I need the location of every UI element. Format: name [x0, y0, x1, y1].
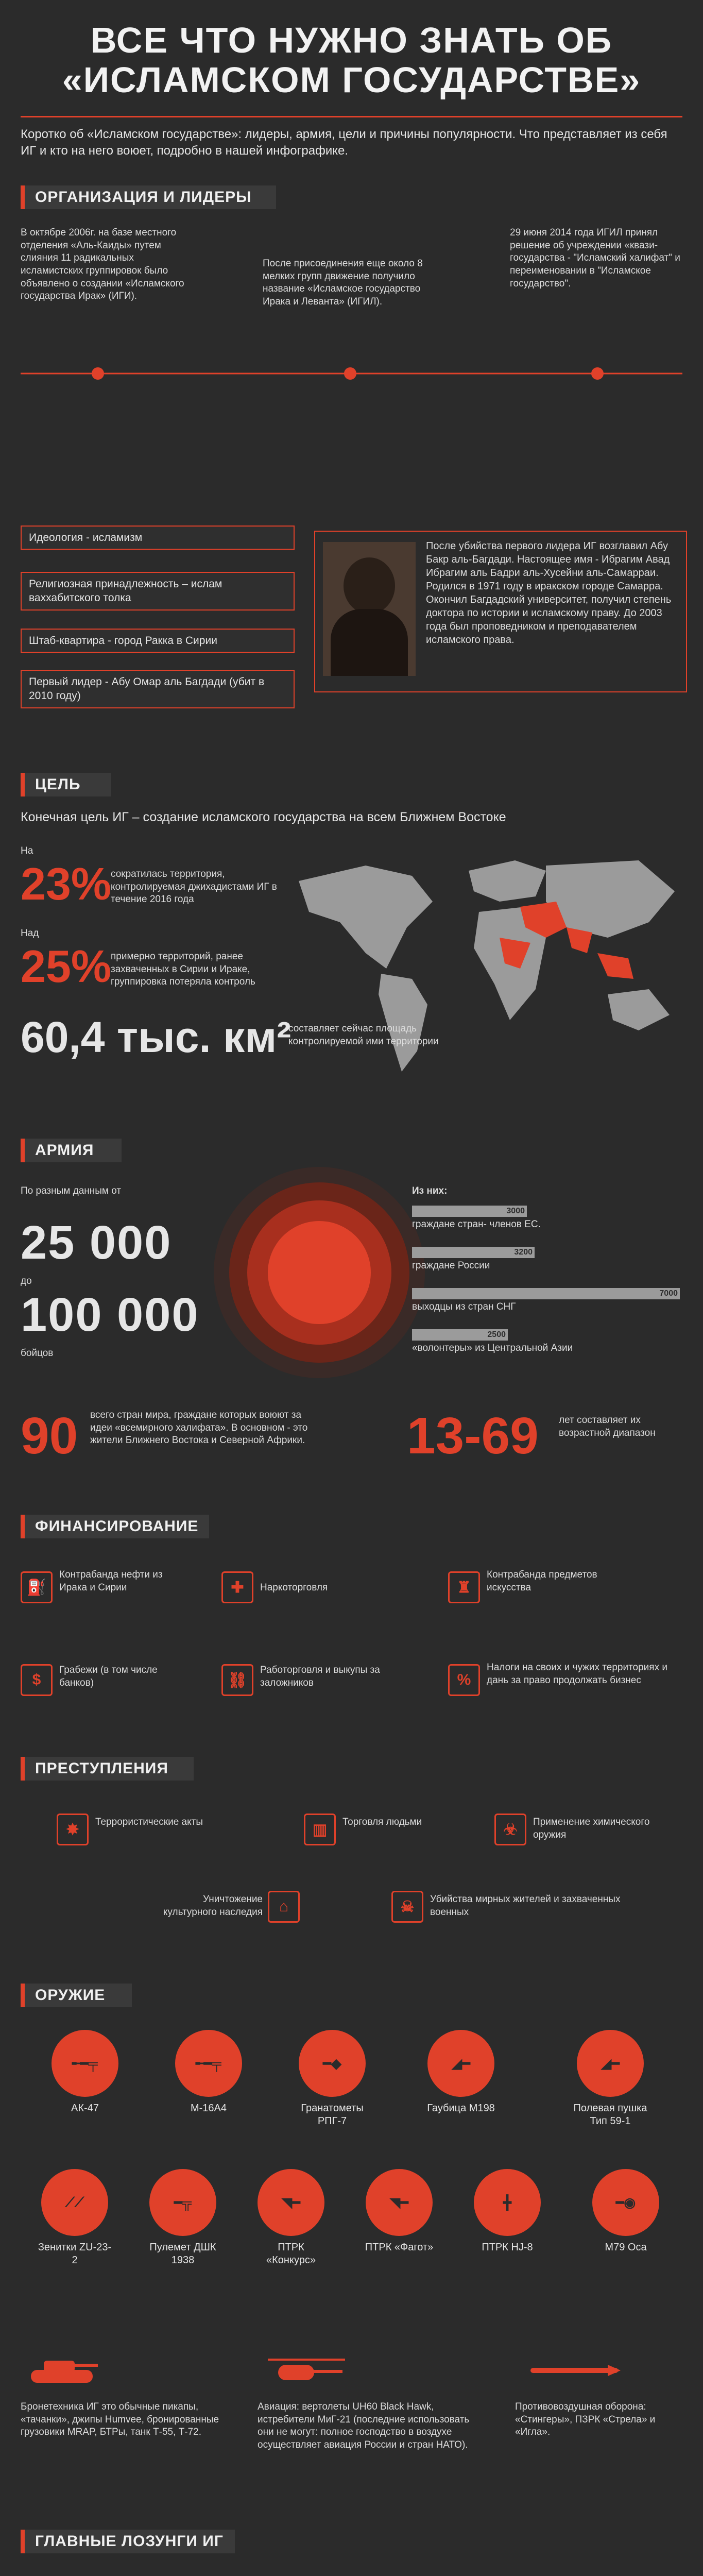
tax-icon: %: [448, 1664, 480, 1696]
weapon-label: ПТРК «Фагот»: [365, 2242, 434, 2253]
drugs-icon: ✚: [221, 1571, 253, 1603]
howitzer-icon: ◢━: [427, 2030, 494, 2097]
army-bar-value: 2500: [487, 1330, 506, 1339]
army-them-title: Из них:: [412, 1185, 448, 1196]
hostage-icon: ⛓: [221, 1664, 253, 1696]
army-circles: [211, 1164, 427, 1381]
weapons-text-2: Авиация: вертолеты UH60 Black Hawk, истребители МиГ-21 (последние использовать они не могут: полное господство в воздухе осуществляет авиация России и стран НАТО).: [258, 2401, 470, 2451]
title-line2: «ИСЛАМСКОМ ГОСУДАРСТВЕ»: [62, 60, 641, 100]
org-text-3: 29 июня 2014 года ИГИЛ принял решение об учреждении «квази-государства - "Исламский халифат" и переименовании в "Исламское государство".: [510, 227, 680, 289]
weapon-fagot: [361, 2169, 438, 2254]
weapon-dshk: [144, 2169, 221, 2267]
army-bar-row: [412, 1288, 680, 1327]
army-bar-label: граждане России: [412, 1260, 490, 1271]
weapon-type59: [572, 2030, 649, 2128]
goal-s1-num: 23%: [21, 858, 112, 909]
army-bar-value: 3000: [506, 1207, 525, 1215]
army-bar-row: [412, 1206, 680, 1244]
leader-panel: [314, 531, 687, 692]
weapon-m16: [170, 2030, 247, 2115]
helicopter-icon: [268, 2354, 345, 2385]
army-num2: 100 000: [21, 1289, 199, 1341]
weapon-rpg7: [294, 2030, 371, 2128]
explosion-icon: ✸: [57, 1814, 89, 1845]
org-box-first-leader: Первый лидер - Абу Омар аль Багдади (убит в 2010 году): [21, 670, 295, 708]
ruins-icon: ⌂: [268, 1891, 300, 1923]
section-weapons-heading: [21, 1984, 132, 2007]
atgm-icon: ╋: [474, 2169, 541, 2236]
crimes-heading-label: ПРЕСТУПЛЕНИЯ: [35, 1760, 168, 1777]
weapon-label: АК-47: [71, 2103, 99, 2114]
skull-icon: ☠: [391, 1891, 423, 1923]
oil-icon: ⛽: [21, 1571, 53, 1603]
army-bar-label: граждане стран- членов ЕС.: [412, 1219, 541, 1230]
weapon-hj8: [469, 2169, 546, 2254]
weapon-label: М-16А4: [190, 2103, 227, 2114]
rpg-icon: ━◆: [299, 2030, 366, 2097]
timeline: [21, 355, 682, 392]
section-org-heading: [21, 185, 276, 209]
weapon-label: M79 Оса: [605, 2242, 647, 2253]
leader-text: После убийства первого лидера ИГ возглавил Абу Бакр аль-Багдади. Настоящее имя - Ибрагим Авад Ибрагим аль Бадри аль-Хусейни аль-Самарраи. Родился в 1971 году в иракском городе Самарра. Окончил Багдадский университет, получил степень доктора по истории и исламскому праву. До 2003 года был проповедником и преподавателем исламского права.: [426, 540, 672, 646]
finance-item-3: Контрабанда предметов искусства: [487, 1569, 597, 1593]
weapon-label: Гаубица М198: [427, 2103, 495, 2114]
org-box-hq: Штаб-квартира - город Ракка в Сирии: [21, 629, 295, 653]
title-rule: [21, 116, 682, 117]
finance-item-2: Наркоторговля: [260, 1582, 328, 1593]
weapon-label: ПТРК «Конкурс»: [266, 2242, 316, 2266]
army-bar-value: 3200: [514, 1248, 533, 1257]
goal-s1-pre: На: [21, 845, 33, 856]
cage-icon: ▥: [304, 1814, 336, 1845]
army-mid: до: [21, 1276, 32, 1286]
title-line1: ВСЕ ЧТО НУЖНО ЗНАТЬ ОБ: [90, 20, 613, 60]
section-slogans-heading: [21, 2530, 235, 2553]
crime-item-3: Применение химического оружия: [533, 1817, 650, 1840]
crime-item-2: Торговля людьми: [342, 1817, 422, 1827]
weapons-heading-label: ОРУЖИЕ: [35, 1987, 106, 2004]
atgm-icon: ◥━: [366, 2169, 433, 2236]
weapon-m198: [422, 2030, 500, 2115]
finance-heading-label: ФИНАНСИРОВАНИЕ: [35, 1518, 199, 1535]
goal-s1-text: сократилась территория, контролируемая джихадистами ИГ в течение 2016 года: [111, 869, 277, 905]
army-post: бойцов: [21, 1348, 54, 1359]
rifle-icon: ╾━╤: [52, 2030, 118, 2097]
goal-s3-text: составляет сейчас площадь контролируемой ими территории: [288, 1023, 439, 1047]
art-icon: ♜: [448, 1571, 480, 1603]
army-num1: 25 000: [21, 1216, 172, 1269]
finance-item-6: Налоги на своих и чужих территориях и дань за право продолжать бизнес: [487, 1662, 667, 1686]
section-goal-heading: [21, 773, 111, 796]
weapon-ak47: [46, 2030, 124, 2115]
tank-icon: [26, 2354, 98, 2385]
weapon-m79: [587, 2169, 664, 2254]
intro-text: Коротко об «Исламском государстве»: лидеры, армия, цели и причины популярности. Что представляет из себя ИГ и кто на него воюет, подробно в нашей инфографике.: [21, 127, 667, 158]
weapon-konkurs: [252, 2169, 330, 2267]
missile-icon: [530, 2365, 623, 2375]
army-heading-label: АРМИЯ: [35, 1142, 94, 1159]
crime-item-1: Террористические акты: [95, 1817, 203, 1827]
machine-gun-icon: ━╦: [149, 2169, 216, 2236]
org-box-ideology: Идеология - исламизм: [21, 526, 295, 550]
army-n90: 90: [21, 1407, 78, 1465]
goal-s3-num: 60,4 тыс. км²: [21, 1013, 292, 1061]
goal-s2-pre: Над: [21, 928, 39, 939]
goal-s2-text: примерно территорий, ранее захваченных в Сирии и Ираке, группировка потеряла контроль: [111, 951, 255, 988]
weapon-label: ПТРК HJ-8: [482, 2242, 533, 2253]
section-finance-heading: [21, 1515, 209, 1538]
atgm-icon: ◥━: [258, 2169, 324, 2236]
weapon-label: Пулемет ДШК 1938: [149, 2242, 216, 2266]
army-n1369: 13-69: [407, 1407, 539, 1465]
rifle-icon: ╾━╤: [175, 2030, 242, 2097]
weapon-label: Полевая пушка Тип 59-1: [573, 2103, 647, 2127]
crime-item-5: Убийства мирных жителей и захваченных военных: [430, 1894, 621, 1918]
page-title: [0, 21, 703, 100]
launcher-icon: ━◉: [592, 2169, 659, 2236]
army-bar-row: [412, 1247, 680, 1285]
weapon-label: Зенитки ZU-23-2: [38, 2242, 112, 2266]
weapon-zu23: [36, 2169, 113, 2267]
army-bar-row: [412, 1329, 680, 1368]
robbery-icon: $: [21, 1664, 53, 1696]
section-army-heading: [21, 1139, 122, 1162]
org-heading-label: ОРГАНИЗАЦИЯ И ЛИДЕРЫ: [35, 189, 252, 206]
army-bar-value: 7000: [659, 1289, 678, 1298]
army-pre: По разным данным от: [21, 1185, 122, 1196]
slogans-heading-label: ГЛАВНЫЕ ЛОЗУНГИ ИГ: [35, 2533, 224, 2550]
weapons-text-1: Бронетехника ИГ это обычные пикапы, «тачанки», джипы Humvee, бронированные грузовики MRAP, БТРы, танк Т-55, Т-72.: [21, 2401, 219, 2438]
army-bars: [412, 1206, 680, 1376]
cannon-icon: ◢━: [577, 2030, 644, 2097]
finance-item-1: Контрабанда нефти из Ирака и Сирии: [59, 1569, 163, 1593]
aa-gun-icon: ⟋⟋: [41, 2169, 108, 2236]
goal-s2-num: 25%: [21, 941, 112, 992]
crime-item-4: Уничтожение культурного наследия: [163, 1894, 263, 1918]
goal-heading-label: ЦЕЛЬ: [35, 776, 81, 793]
army-n90-text: всего стран мира, граждане которых воюют за идеи «всемирного халифата». В основном - это жители Ближнего Востока и Северной Африки.: [90, 1410, 308, 1446]
goal-text: Конечная цель ИГ – создание исламского государства на всем Ближнем Востоке: [21, 810, 506, 824]
leader-portrait: [323, 542, 416, 676]
army-bar-label: «волонтеры» из Центральной Азии: [412, 1343, 573, 1353]
org-text-2: После присоединения еще около 8 мелких групп движение получило название «Исламское государство Ирака и Леванта» (ИГИЛ).: [263, 258, 423, 308]
army-n1369-text: лет составляет их возрастной диапазон: [559, 1415, 656, 1438]
section-crimes-heading: [21, 1757, 194, 1781]
weapon-label: Гранатометы РПГ-7: [301, 2103, 364, 2127]
org-text-1: В октябре 2006г. на базе местного отделения «Аль-Каиды» путем слияния 11 радикальных исламистских группировок было объявлено о создании «Исламского государства Ирак» (ИГИ).: [21, 227, 184, 302]
weapons-text-3: Противовоздушная оборона: «Стингеры», ПЗРК «Стрела» и «Игла».: [515, 2401, 656, 2438]
finance-item-5: Работорговля и выкупы за заложников: [260, 1665, 380, 1688]
finance-item-4: Грабежи (в том числе банков): [59, 1665, 158, 1688]
army-bar: [412, 1288, 680, 1299]
chemical-icon: ☣: [494, 1814, 526, 1845]
army-bar-label: выходцы из стран СНГ: [412, 1301, 516, 1312]
org-box-religion: Религиозная принадлежность – ислам ваххабитского толка: [21, 572, 295, 611]
